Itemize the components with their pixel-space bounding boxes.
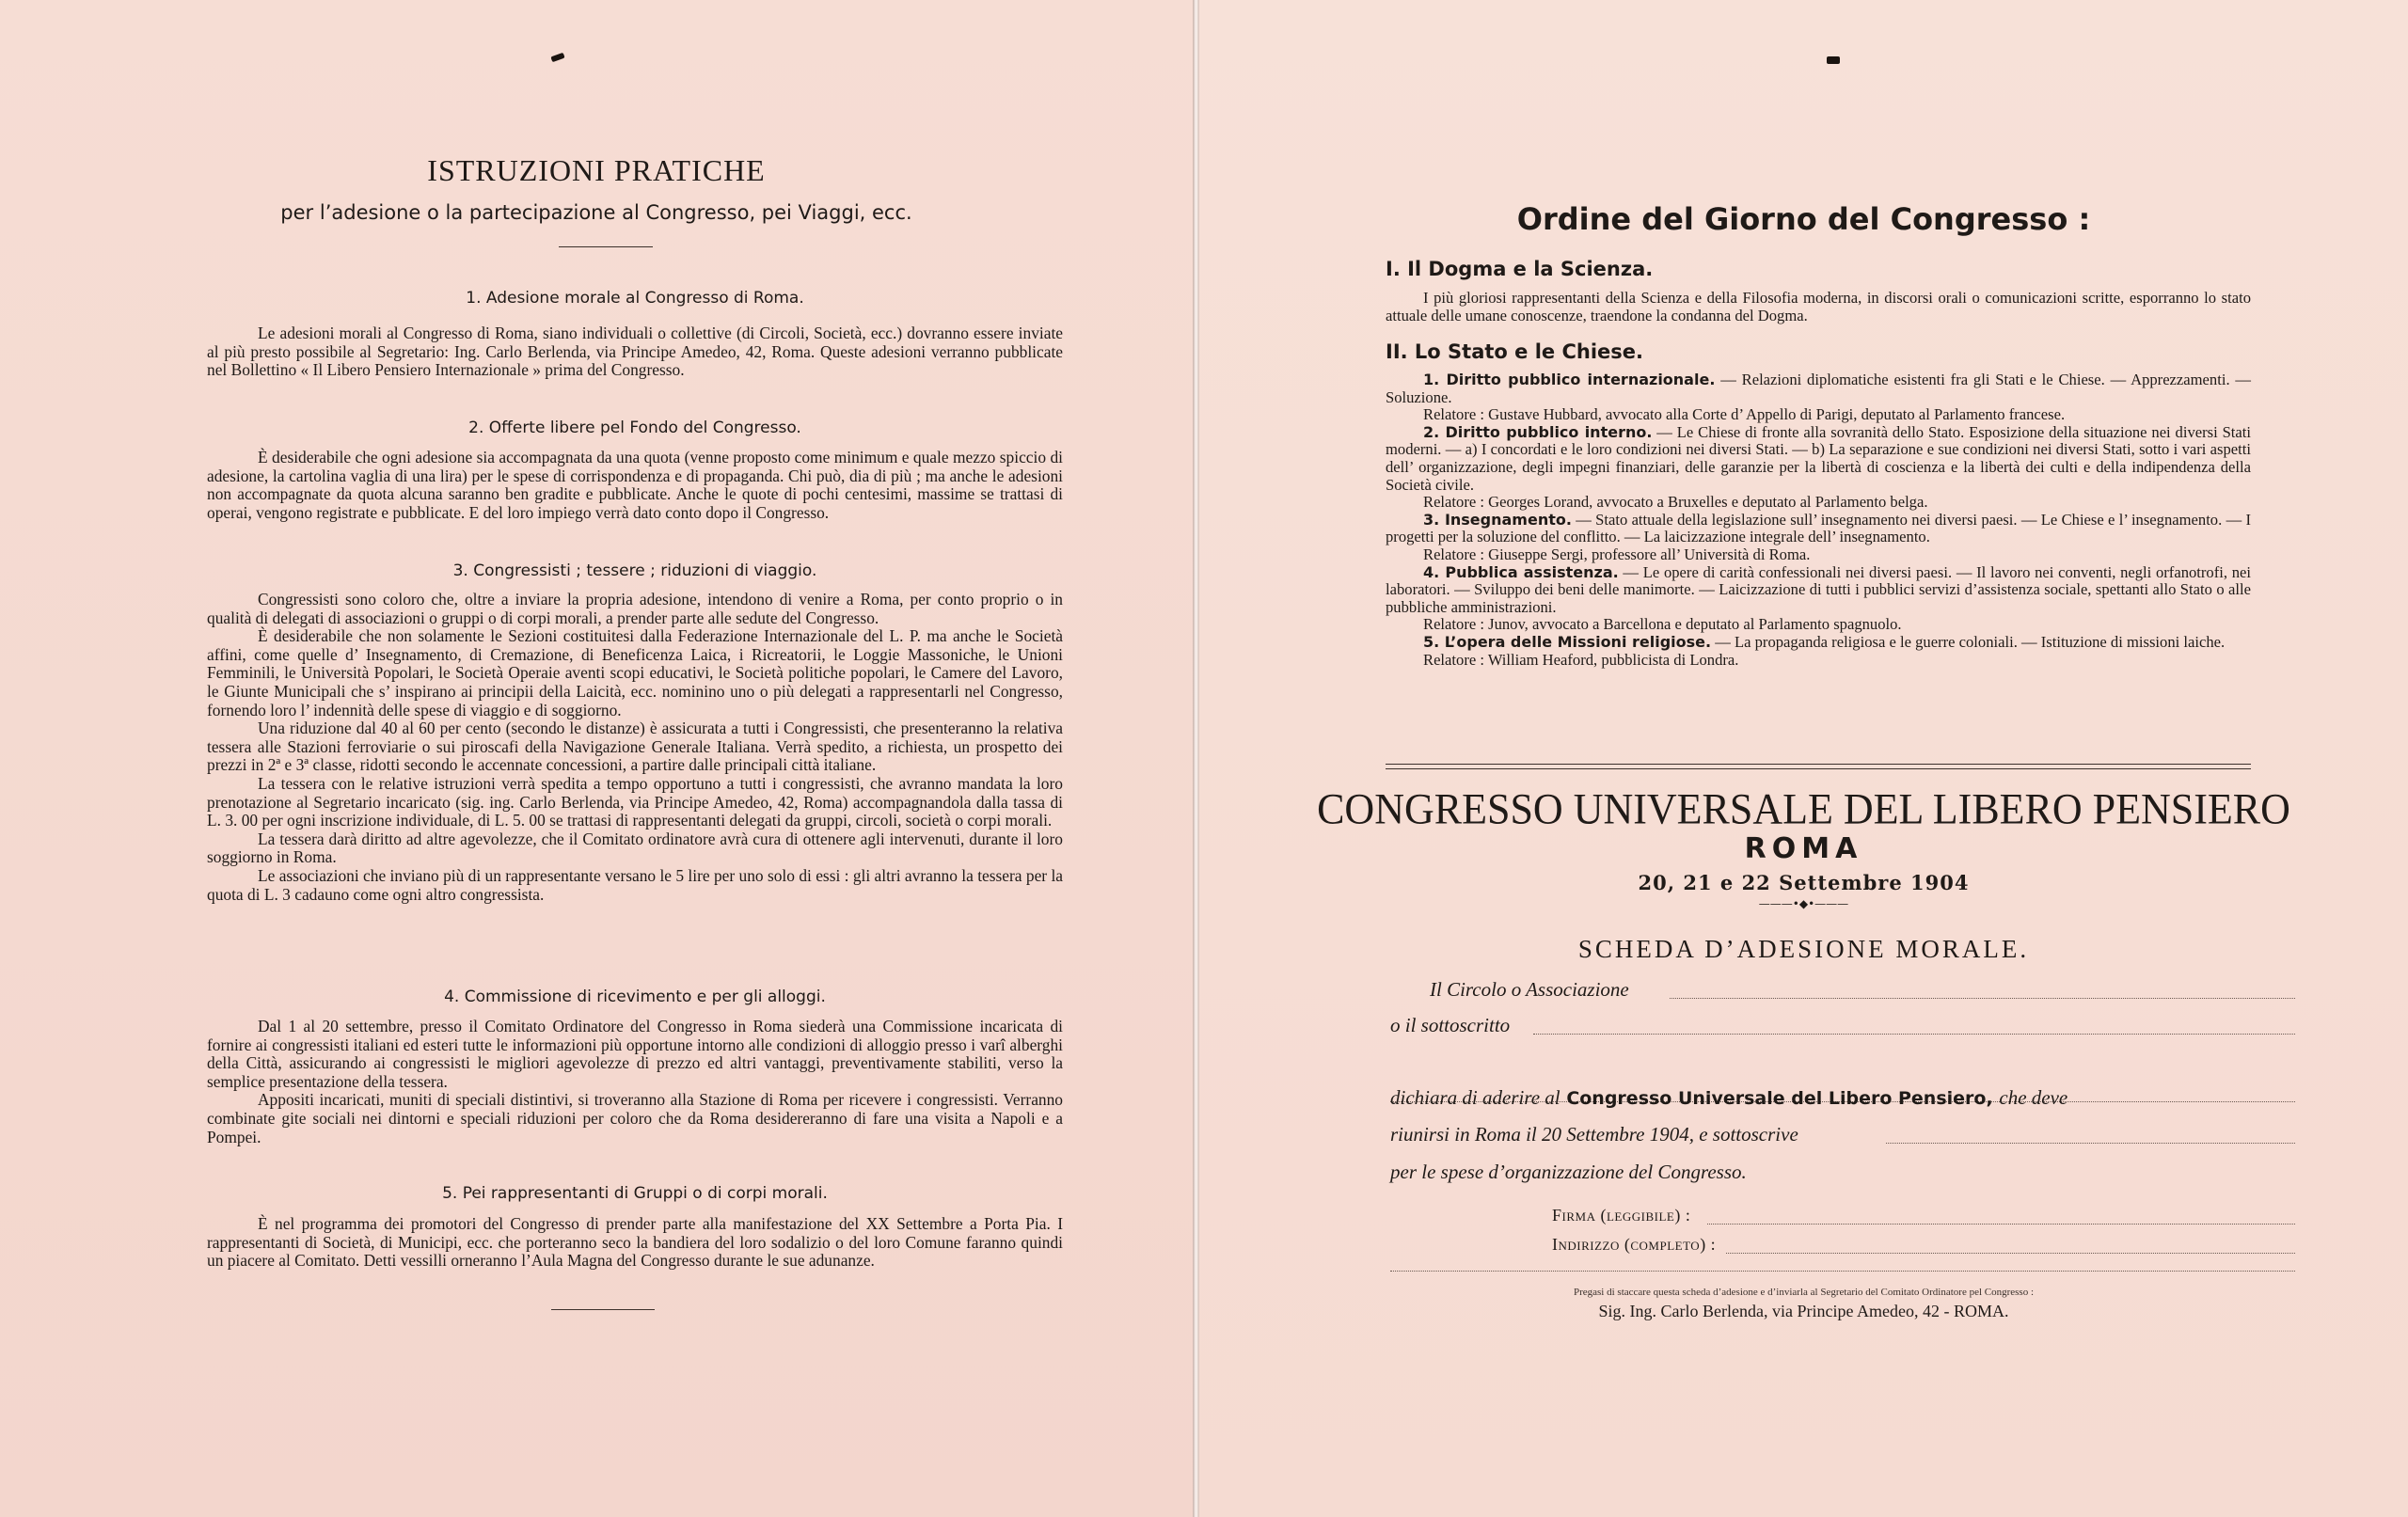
footer-address: Sig. Ing. Carlo Berlenda, via Principe Amedeo, 42 - ROMA. xyxy=(1598,1302,2009,1320)
agenda-item xyxy=(1386,634,2251,652)
paragraph: Dal 1 al 20 settembre, presso il Comitato Ordinatore del Congresso in Roma siederà una Commissione incaricata di fornire ai congressisti italiani ed esteri tutte le informazioni più opportune intorno alle condizioni di alloggio presso i varî alberghi della Città, assicurando ai congressisti le migliori agevolezze di prezzo ed altri vantaggi, preventivamente stabiliti, verso la semplice presentazione della tessera. xyxy=(207,1017,1063,1091)
agenda-item-label: 2. Diritto pubblico interno. xyxy=(1423,422,1653,441)
agenda-part-2-heading: II. Lo Stato e le Chiese. xyxy=(1386,340,1643,363)
firma-field[interactable] xyxy=(1707,1223,2295,1225)
right-page xyxy=(1199,0,2408,1517)
agenda-part-1-text xyxy=(1386,290,2251,324)
amount-field[interactable] xyxy=(1886,1142,2295,1144)
indirizzo-label: Indirizzo (completo) : xyxy=(1552,1235,1717,1254)
paragraph: I più gloriosi rappresentanti della Scienza e della Filosofia moderna, in discorsi orali o comunicazioni scritte, esporranno lo stato attuale delle umane conoscenze, traendone la condanna del Dogma. xyxy=(1386,289,2251,324)
section-body-3 xyxy=(207,591,1063,904)
sottoscritto-label: o il sottoscritto xyxy=(1390,1014,1511,1036)
relatore: Relatore : Giuseppe Sergi, professore all’ Università di Roma. xyxy=(1423,545,1811,563)
paragraph: Congressisti sono coloro che, oltre a inviare la propria adesione, intendono di venire a Roma, per conto proprio o in qualità di delegati di associazioni o gruppi o di corpi morali, a prender parte alle sedute del Congresso. xyxy=(207,590,1063,627)
agenda-item-text: — Le opere di carità confessionali nei diversi paesi. — Il lavoro nei conventi, negli orfanotrofi, nei laboratori. — Sviluppo dei beni delle manimorte. — Laicizzazione di tutti i pubblici servizi d’assistenza sociale, spettanti allo Stato o alle pubbliche amministrazioni. xyxy=(1386,562,2251,616)
paragraph: La tessera con le relative istruzioni verrà spedita a tempo opportuno a tutti i congressisti, che avranno mandata la loro prenotazione al Segretario incaricato (sig. ing. Carlo Berlenda, via Principe Amedeo, 42, Roma) accompagnandola dalla tassa di L. 3. 00 per ogni inscrizione individuale, di L. 5. 00 se trattasi di rappresentanti delegati da gruppi, circoli, società o corpi morali. xyxy=(207,773,1063,830)
congress-city: ROMA xyxy=(1744,832,1863,865)
agenda-item-text: — La propaganda religiosa e le guerre coloniali. — Istituzione di missioni laiche. xyxy=(1711,632,2226,651)
declaration-line-3: per le spese d’organizzazione del Congresso. xyxy=(1390,1161,1747,1183)
agenda-item-text: — Stato attuale della legislazione sull’ insegnamento nei diversi paesi. — Le Chiese e l’ insegnamento. — I progetti per la soluzione del conflitto. — La laicizzazione integrale dell’ insegnamento. xyxy=(1386,510,2251,546)
indirizzo-field[interactable] xyxy=(1726,1252,2295,1254)
paragraph: Una riduzione dal 40 al 60 per cento (secondo le distanze) è assicurata a tutti i Congressisti, che presenteranno la relativa tessera alle Stazioni ferroviarie o sui piroscafi della Navigazione Generale Italiana. Verrà spedito, a richiesta, un prospetto dei prezzi in 2ª e 3ª classe, ridotti secondo le accennate concessioni, a partire dalle principali città italiane. xyxy=(207,719,1063,775)
agenda-item-label: 5. L’opera delle Missioni religiose. xyxy=(1423,632,1712,651)
footer-instructions: Pregasi di staccare questa scheda d’adesione e d’inviarla al Segretario del Comitato Ordinatore pel Congresso : xyxy=(1573,1287,2035,1298)
congress-dates: 20, 21 e 22 Settembre 1904 xyxy=(1638,871,1970,894)
ink-mark xyxy=(550,53,564,62)
indirizzo-field-2[interactable] xyxy=(1390,1270,2295,1272)
paragraph: È nel programma dei promotori del Congresso di prender parte alla manifestazione del XX Settembre a Porta Pia. I rappresentanti di Società, di Municipi, ecc. che porteranno seco la bandiera del loro sodalizio o del loro Comune faranno quindi un piacere al Comitato. Detti vessilli orneranno l’Aula Magna del Congresso durante le sue adunanze. xyxy=(207,1214,1063,1271)
declaration-bold: Congresso Universale del Libero Pensiero, xyxy=(1566,1088,1993,1109)
paragraph: È desiderabile che ogni adesione sia accompagnata da una quota (venne proposto come minimum e quale mezzo spiccio di adesione, la cartolina vaglia di una lira) per le spese di corrispondenza e di propaganda. Chi può, dia di più ; ma anche le adesioni non accompagnate da quota alcuna saranno ben gradite e pubblicate. Anche le quote di pochi centesimi, massime se trattasi di operai, vengono registrate e pubblicate. E del loro impiego verrà dato conto dopo il Congresso. xyxy=(207,448,1063,522)
relatore: Relatore : William Heaford, pubblicista di Londra. xyxy=(1423,650,1739,669)
declaration-text: che deve xyxy=(1999,1086,2068,1109)
circolo-label: Il Circolo o Associazione xyxy=(1430,978,1629,1001)
section-heading-2: 2. Offerte libere pel Fondo del Congresso. xyxy=(468,419,801,437)
ink-mark xyxy=(1827,56,1840,64)
section-heading-5: 5. Pei rappresentanti di Gruppi o di corpi morali. xyxy=(442,1184,828,1203)
relatore: Relatore : Gustave Hubbard, avvocato alla Corte d’ Appello di Parigi, deputato al Parlamento francese. xyxy=(1423,405,2066,424)
agenda-item xyxy=(1386,512,2251,546)
declaration-line-1 xyxy=(1390,1086,2312,1110)
section-body-4 xyxy=(207,1018,1063,1146)
agenda-item xyxy=(1386,371,2251,406)
agenda-item-text: — Relazioni diplomatiche esistenti fra gli Stati e le Chiese. — Apprezzamenti. — Soluzione. xyxy=(1386,371,2251,406)
paragraph: Appositi incaricati, muniti di speciali distintivi, si troveranno alla Stazione di Roma per ricevere i congressisti. Verranno combinate gite sociali nei dintorni e speciali riduzioni per coloro che da Roma desidereranno di fare una visita a Napoli e a Pompei. xyxy=(207,1090,1063,1146)
ornament: ———•◆•——— xyxy=(1758,897,1849,910)
agenda-item xyxy=(1386,564,2251,617)
page-title: ISTRUZIONI PRATICHE xyxy=(427,153,766,187)
circolo-field[interactable] xyxy=(1670,997,2295,999)
left-page xyxy=(0,0,1193,1517)
form-title: SCHEDA D’ADESIONE MORALE. xyxy=(1577,935,2030,963)
divider xyxy=(551,1309,655,1310)
section-heading-3: 3. Congressisti ; tessere ; riduzioni di viaggio. xyxy=(452,561,817,580)
declaration-text: dichiara di aderire al xyxy=(1390,1086,1560,1109)
paragraph: Le adesioni morali al Congresso di Roma, siano individuali o collettive (di Circoli, Società, ecc.) dovranno essere inviate al più presto possibile al Segretario: Ing. Carlo Berlenda, via Principe Amedeo, 42, Roma. Queste adesioni verranno pubblicate nel Bollettino « Il Libero Pensiero Internazionale » prima del Congresso. xyxy=(207,324,1063,380)
paragraph: Le associazioni che inviano più di un rappresentante versano le 5 lire per uno solo di essi : gli altri avranno la tessera per la quota di L. 3 cadauno come ogni altro congressista. xyxy=(207,865,1063,904)
agenda-title: Ordine del Giorno del Congresso : xyxy=(1516,201,2091,237)
page-gutter xyxy=(1193,0,1199,1517)
congress-title: CONGRESSO UNIVERSALE DEL LIBERO PENSIERO xyxy=(1317,784,2290,834)
relatore: Relatore : Junov, avvocato a Barcellona e deputato al Parlamento spagnuolo. xyxy=(1423,615,1902,634)
form-separator xyxy=(1386,764,2251,769)
agenda-items xyxy=(1386,371,2251,669)
relatore: Relatore : Georges Lorand, avvocato a Bruxelles e deputato al Parlamento belga. xyxy=(1423,493,1928,512)
agenda-item xyxy=(1386,424,2251,494)
section-body-5 xyxy=(207,1215,1063,1271)
paragraph: La tessera darà diritto ad altre agevolezze, che il Comitato ordinatore avrà cura di ottenere agli intervenuti, durante il loro soggiorno in Roma. xyxy=(207,829,1063,867)
section-heading-4: 4. Commissione di ricevimento e per gli alloggi. xyxy=(444,988,826,1006)
agenda-item-label: 4. Pubblica assistenza. xyxy=(1423,562,1619,581)
section-body-2 xyxy=(207,449,1063,522)
section-body-1 xyxy=(207,324,1063,380)
divider xyxy=(559,246,653,247)
agenda-item-text: — Le Chiese di fronte alla sovranità dello Stato. Esposizione della situazione nei diversi Stati moderni. — a) I concordati e le loro condizioni nei diversi Stati. — b) La separazione e sue condizioni nei diversi Stati, sotto i vari aspetti dell’ organizzazione, degli impegni finanziari, delle garanzie per la libertà di coscienza e la libertà dei culti e della indipendenza della Società civile. xyxy=(1386,422,2251,494)
sottoscritto-field[interactable] xyxy=(1533,1033,2295,1035)
section-heading-1: 1. Adesione morale al Congresso di Roma. xyxy=(466,289,804,308)
agenda-item-label: 1. Diritto pubblico internazionale. xyxy=(1423,371,1716,388)
agenda-part-1-heading: I. Il Dogma e la Scienza. xyxy=(1386,258,1654,280)
page-subtitle: per l’adesione o la partecipazione al Congresso, pei Viaggi, ecc. xyxy=(280,201,912,224)
paragraph: È desiderabile che non solamente le Sezioni costituitesi dalla Federazione Internazionale del L. P. ma anche le Società affini, come quelle d’ Insegnamento, di Cremazione, di Beneficenza Laica, i Ricreatorii, le Loggie Massoniche, le Unioni Femminili, le Università Popolari, le Società Operaie aventi scopi educativi, le Società politiche popolari, le Camere del Lavoro, le Giunte Municipali che s’ inspirano ai principii della Laicità, ecc. nominino uno o più delegati a rappresentarli nel Congresso, fornendo loro l’ indennità delle spese di viaggio e di soggiorno. xyxy=(207,626,1063,719)
agenda-item-label: 3. Insegnamento. xyxy=(1423,510,1572,529)
declaration-line-2: riunirsi in Roma il 20 Settembre 1904, e sottoscrive xyxy=(1390,1123,1798,1146)
firma-label: Firma (leggibile) : xyxy=(1552,1206,1691,1225)
